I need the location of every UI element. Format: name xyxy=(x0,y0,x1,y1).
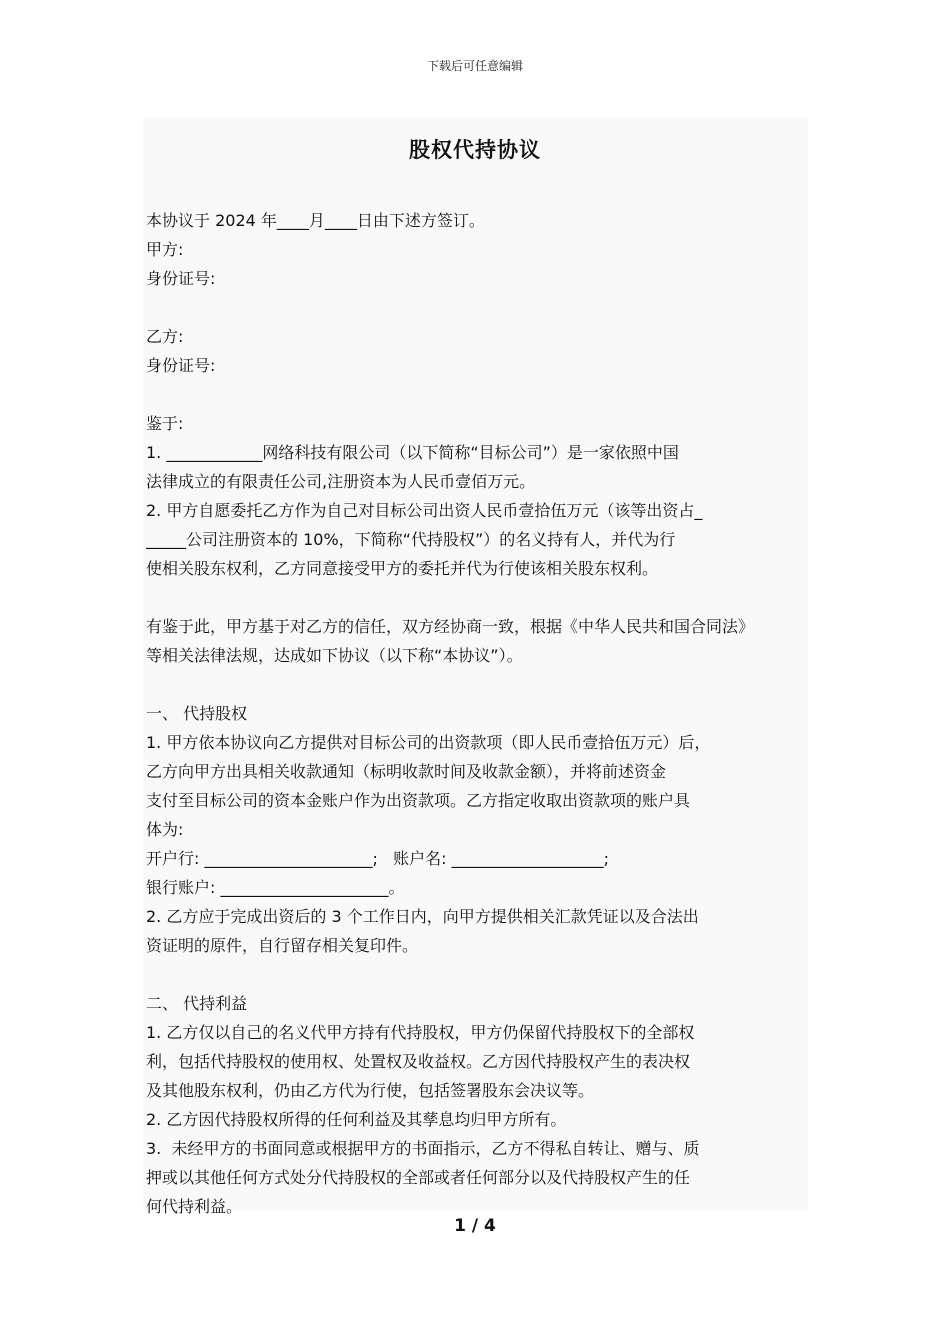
paragraph-line: _____公司注册资本的 10%，下简称“代持股权”）的名义持有人，并代为行 xyxy=(146,530,676,549)
paragraph-line: 等相关法律法规，达成如下协议（以下称“本协议”）。 xyxy=(146,646,523,665)
paragraph-line: 2. 乙方应于完成出资后的 3 个工作日内，向甲方提供相关汇款凭证以及合法出 xyxy=(146,907,699,926)
paragraph-line: 1. ____________网络科技有限公司（以下简称“目标公司”）是一家依照中国 xyxy=(146,443,679,462)
paragraph-line: 鉴于: xyxy=(146,414,184,433)
document-title: 股权代持协议 xyxy=(409,138,541,162)
paragraph-line: 乙方向甲方出具相关收款通知（标明收款时间及收款金额），并将前述资金 xyxy=(146,762,667,781)
paragraph-line: 法律成立的有限责任公司,注册资本为人民币壹佰万元。 xyxy=(146,472,536,491)
blank-line xyxy=(146,583,806,612)
paragraph-line: 乙方: xyxy=(146,327,184,346)
paragraph-line: 2. 甲方自愿委托乙方作为自己对目标公司出资人民币壹拾伍万元（该等出资占_ xyxy=(146,501,703,520)
paragraph-line: 身份证号: xyxy=(146,269,216,288)
paragraph-line: 1. 甲方依本协议向乙方提供对目标公司的出资款项（即人民币壹拾伍万元）后， xyxy=(146,733,711,752)
paragraph-line: 何代持利益。 xyxy=(146,1197,243,1216)
paragraph-line: 2. 乙方因代持股权所得的任何利益及其孳息均归甲方所有。 xyxy=(146,1110,567,1129)
paragraph-line: 资证明的原件，自行留存相关复印件。 xyxy=(146,936,419,955)
document-body xyxy=(146,206,806,1221)
paragraph-line: 甲方: xyxy=(146,240,184,259)
paragraph-line: 3. 未经甲方的书面同意或根据甲方的书面指示，乙方不得私自转让、赠与、质 xyxy=(146,1139,700,1158)
paragraph-line: 身份证号: xyxy=(146,356,216,375)
page-indicator: 1 / 4 xyxy=(454,1216,496,1236)
paragraph-line: 1. 乙方仅以自己的名义代甲方持有代持股权，甲方仍保留代持股权下的全部权 xyxy=(146,1023,695,1042)
paragraph-line: 开户行: _____________________; 账户名: ___________________; xyxy=(146,849,609,868)
paragraph-line: 有鉴于此，甲方基于对乙方的信任，双方经协商一致，根据《中华人民共和国合同法》 xyxy=(146,617,755,636)
paragraph-line: 银行账户: _____________________。 xyxy=(146,878,405,897)
paragraph-line: 本协议于 2024 年____月____日由下述方签订。 xyxy=(146,211,485,230)
paragraph-line: 使相关股东权利，乙方同意接受甲方的委托并代为行使该相关股东权利。 xyxy=(146,559,659,578)
header-note: 下载后可任意编辑 xyxy=(426,59,523,73)
blank-line xyxy=(146,670,806,699)
paragraph-line: 二、 代持利益 xyxy=(146,994,248,1013)
paragraph-line: 一、 代持股权 xyxy=(146,704,248,723)
blank-line xyxy=(146,960,806,989)
paragraph-line: 及其他股东权利，仍由乙方代为行使，包括签署股东会决议等。 xyxy=(146,1081,595,1100)
paragraph-line: 利，包括代持股权的使用权、处置权及收益权。乙方因代持股权产生的表决权 xyxy=(146,1052,691,1071)
paragraph-line: 押或以其他任何方式处分代持股权的全部或者任何部分以及代持股权产生的任 xyxy=(146,1168,691,1187)
blank-line xyxy=(146,293,806,322)
blank-line xyxy=(146,380,806,409)
paragraph-line: 体为: xyxy=(146,820,184,839)
paragraph-line: 支付至目标公司的资本金账户作为出资款项。乙方指定收取出资款项的账户具 xyxy=(146,791,691,810)
